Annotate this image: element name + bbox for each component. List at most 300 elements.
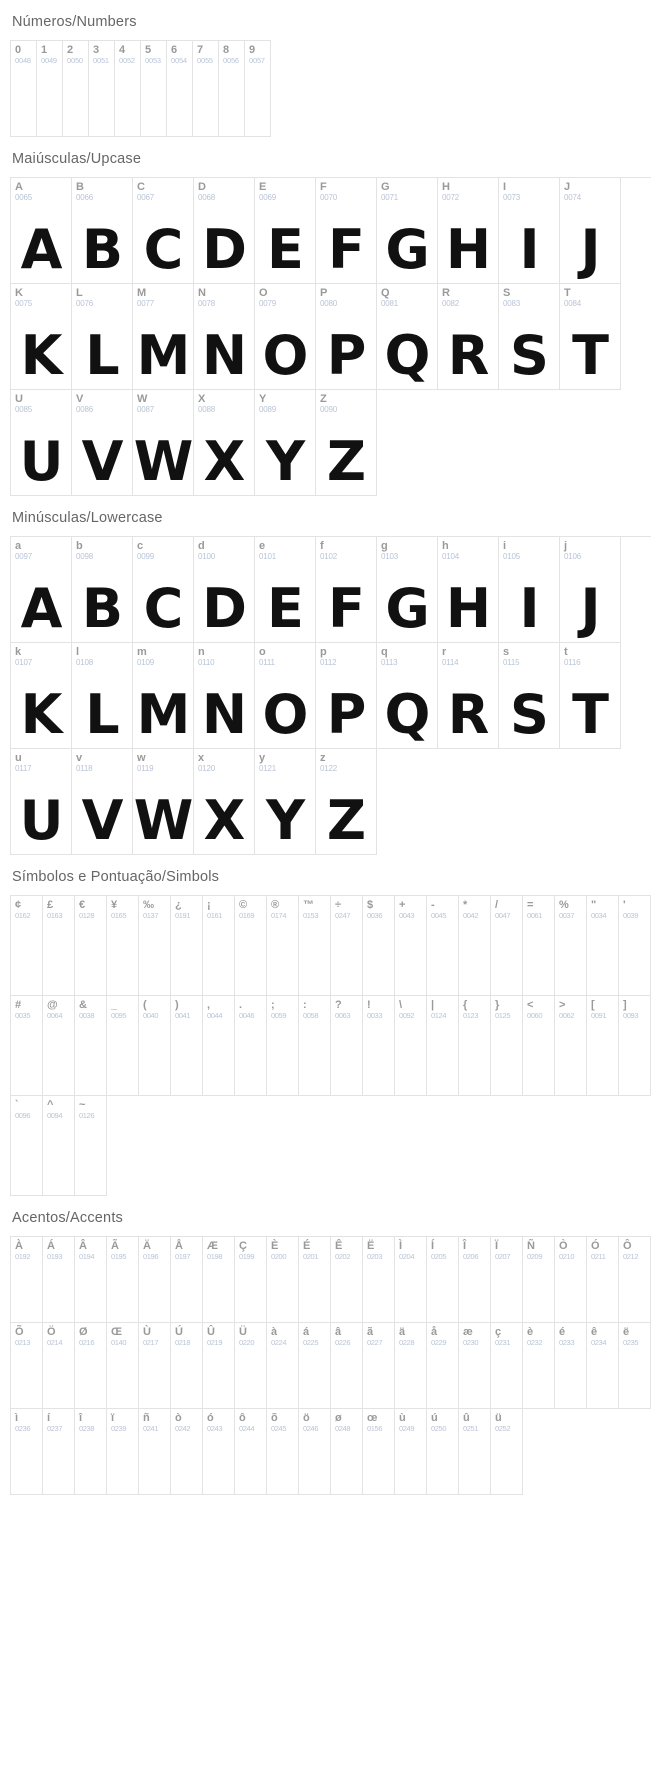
glyph-meta [499, 537, 559, 561]
glyph-cell[interactable] [316, 537, 377, 643]
glyph-charcode: 0052 [119, 56, 135, 65]
glyph-cell[interactable] [235, 1409, 267, 1495]
glyph-charcode: 0069 [259, 193, 276, 202]
glyph-cell[interactable] [255, 390, 316, 496]
glyph-meta [491, 1323, 522, 1347]
glyph-charcode: 0061 [527, 911, 543, 920]
glyph-character: f [320, 540, 324, 552]
glyph-character: ú [431, 1412, 438, 1424]
glyph-cell[interactable] [11, 390, 72, 496]
glyph-cell[interactable] [377, 643, 438, 749]
glyph-cell[interactable] [299, 996, 331, 1096]
glyph-preview: X [203, 430, 245, 493]
glyph-cell[interactable] [619, 1237, 651, 1323]
glyph-cell[interactable] [299, 1323, 331, 1409]
glyph-preview: C [143, 218, 183, 281]
glyph-character: \ [399, 999, 403, 1011]
glyph-meta [560, 284, 620, 308]
glyph-character: [ [591, 999, 595, 1011]
glyph-charcode: 0165 [111, 911, 127, 920]
glyph-meta [203, 1323, 234, 1347]
glyph-preview: X [203, 789, 245, 852]
glyph-cell[interactable] [560, 643, 621, 749]
glyph-meta [75, 1409, 106, 1433]
glyph-cell[interactable] [219, 41, 245, 137]
glyph-charcode: 0206 [463, 1252, 479, 1261]
section-title-symbols: Símbolos e Pontuação/Simbols [12, 869, 220, 885]
glyph-character: B [76, 181, 84, 193]
glyph-cell[interactable] [316, 749, 377, 855]
glyph-cell[interactable] [133, 537, 194, 643]
glyph-cell[interactable] [43, 896, 75, 996]
glyph-cell[interactable] [395, 1237, 427, 1323]
glyph-cell[interactable] [72, 749, 133, 855]
glyph-cell[interactable] [587, 996, 619, 1096]
glyph-cell[interactable] [363, 1237, 395, 1323]
glyph-character: É [303, 1240, 311, 1252]
glyph-cell[interactable] [171, 896, 203, 996]
glyph-cell[interactable] [299, 896, 331, 996]
glyph-meta [523, 896, 554, 920]
glyph-charcode: 0051 [93, 56, 109, 65]
glyph-character: C [137, 181, 145, 193]
glyph-character: J [564, 181, 571, 193]
glyph-preview: Q [384, 324, 430, 387]
glyph-cell[interactable] [491, 1237, 523, 1323]
glyph-cell[interactable] [491, 1323, 523, 1409]
glyph-cell[interactable] [619, 1323, 651, 1409]
glyph-meta [133, 390, 193, 414]
glyph-meta [43, 996, 74, 1020]
glyph-cell[interactable] [438, 284, 499, 390]
glyph-charcode: 0040 [143, 1011, 159, 1020]
glyph-cell[interactable] [133, 390, 194, 496]
glyph-cell[interactable] [555, 896, 587, 996]
glyph-meta [299, 996, 330, 1020]
glyph-preview: I [519, 218, 539, 281]
glyph-charcode: 0065 [15, 193, 32, 202]
glyph-cell[interactable] [459, 896, 491, 996]
glyph-cell[interactable] [133, 643, 194, 749]
glyph-character: w [137, 752, 146, 764]
glyph-character: é [559, 1326, 566, 1338]
glyph-character: ò [175, 1412, 182, 1424]
glyph-cell[interactable] [491, 996, 523, 1096]
glyph-grid-numbers [10, 40, 271, 137]
glyph-character: n [198, 646, 205, 658]
glyph-cell[interactable] [491, 896, 523, 996]
glyph-cell[interactable] [235, 1237, 267, 1323]
glyph-cell[interactable] [72, 178, 133, 284]
glyph-cell[interactable] [299, 1409, 331, 1495]
glyph-charcode: 0048 [15, 56, 31, 65]
glyph-cell[interactable] [235, 996, 267, 1096]
glyph-character: t [564, 646, 568, 658]
glyph-cell[interactable] [107, 996, 139, 1096]
glyph-cell[interactable] [499, 284, 560, 390]
glyph-meta [363, 996, 394, 1020]
glyph-cell[interactable] [203, 996, 235, 1096]
glyph-cell[interactable] [11, 1237, 43, 1323]
glyph-cell[interactable] [316, 390, 377, 496]
glyph-cell[interactable] [11, 284, 72, 390]
glyph-preview: O [262, 683, 308, 746]
glyph-cell[interactable] [331, 1237, 363, 1323]
glyph-cell[interactable] [37, 41, 63, 137]
glyph-cell[interactable] [459, 1409, 491, 1495]
glyph-character: ¢ [15, 899, 22, 911]
glyph-cell[interactable] [255, 284, 316, 390]
glyph-character: â [335, 1326, 342, 1338]
glyph-cell[interactable] [133, 284, 194, 390]
glyph-cell[interactable] [267, 1409, 299, 1495]
glyph-cell[interactable] [499, 178, 560, 284]
glyph-cell[interactable] [523, 1323, 555, 1409]
glyph-cell[interactable] [427, 1237, 459, 1323]
glyph-cell[interactable] [587, 896, 619, 996]
glyph-meta [11, 178, 71, 202]
glyph-cell[interactable] [316, 284, 377, 390]
glyph-cell[interactable] [133, 749, 194, 855]
glyph-cell[interactable] [560, 537, 621, 643]
glyph-charcode: 0118 [76, 764, 93, 773]
glyph-cell[interactable] [11, 1323, 43, 1409]
glyph-character: q [381, 646, 388, 658]
glyph-character: ` [15, 1099, 19, 1111]
glyph-charcode: 0066 [76, 193, 93, 202]
glyph-charcode: 0039 [623, 911, 639, 920]
glyph-cell[interactable] [267, 996, 299, 1096]
glyph-character: 3 [93, 44, 100, 56]
glyph-character: ! [367, 999, 371, 1011]
glyph-cell[interactable] [377, 178, 438, 284]
glyph-meta [427, 1323, 458, 1347]
glyph-cell[interactable] [267, 1237, 299, 1323]
glyph-cell[interactable] [11, 643, 72, 749]
glyph-cell[interactable] [395, 1409, 427, 1495]
glyph-character: @ [47, 999, 58, 1011]
glyph-cell[interactable] [72, 643, 133, 749]
glyph-cell[interactable] [255, 178, 316, 284]
glyph-cell[interactable] [619, 896, 651, 996]
glyph-cell[interactable] [11, 749, 72, 855]
glyph-character: & [79, 999, 87, 1011]
glyph-cell[interactable] [141, 41, 167, 137]
glyph-charcode: 0068 [198, 193, 215, 202]
glyph-charcode: 0046 [239, 1011, 255, 1020]
glyph-charcode: 0231 [495, 1338, 511, 1347]
glyph-cell[interactable] [363, 996, 395, 1096]
glyph-charcode: 0114 [442, 658, 459, 667]
glyph-cell[interactable] [438, 178, 499, 284]
glyph-cell[interactable] [139, 996, 171, 1096]
glyph-cell[interactable] [72, 537, 133, 643]
glyph-cell[interactable] [133, 178, 194, 284]
glyph-meta [194, 390, 254, 414]
glyph-cell[interactable] [377, 284, 438, 390]
glyph-cell[interactable] [587, 1323, 619, 1409]
glyph-character: ç [495, 1326, 502, 1338]
glyph-cell[interactable] [491, 1409, 523, 1495]
glyph-cell[interactable] [75, 1096, 107, 1196]
glyph-charcode: 0079 [259, 299, 276, 308]
glyph-charcode: 0233 [559, 1338, 575, 1347]
glyph-cell[interactable] [299, 1237, 331, 1323]
glyph-character: ' [623, 899, 626, 911]
glyph-preview: H [445, 577, 491, 640]
glyph-cell[interactable] [203, 1237, 235, 1323]
glyph-cell[interactable] [316, 178, 377, 284]
glyph-cell[interactable] [11, 1409, 43, 1495]
glyph-charcode: 0239 [111, 1424, 127, 1433]
glyph-meta [107, 896, 138, 920]
glyph-cell[interactable] [115, 41, 141, 137]
glyph-cell[interactable] [619, 996, 651, 1096]
glyph-cell[interactable] [255, 643, 316, 749]
glyph-cell[interactable] [255, 537, 316, 643]
glyph-charcode: 0192 [15, 1252, 31, 1261]
glyph-character: Ã [111, 1240, 119, 1252]
glyph-cell[interactable] [107, 1237, 139, 1323]
glyph-character: . [239, 999, 243, 1011]
glyph-charcode: 0193 [47, 1252, 63, 1261]
glyph-meta [555, 1323, 586, 1347]
glyph-cell[interactable] [235, 1323, 267, 1409]
glyph-meta [363, 896, 394, 920]
glyph-character: ¡ [207, 899, 211, 911]
glyph-cell[interactable] [171, 996, 203, 1096]
glyph-character: , [207, 999, 211, 1011]
glyph-cell[interactable] [427, 1323, 459, 1409]
glyph-meta [235, 1409, 266, 1433]
glyph-cell[interactable] [331, 1323, 363, 1409]
glyph-cell[interactable] [523, 1237, 555, 1323]
glyph-cell[interactable] [560, 284, 621, 390]
glyph-cell[interactable] [11, 996, 43, 1096]
glyph-cell[interactable] [107, 1409, 139, 1495]
glyph-cell[interactable] [75, 1237, 107, 1323]
glyph-cell[interactable] [75, 1409, 107, 1495]
glyph-cell[interactable] [63, 41, 89, 137]
glyph-cell[interactable] [587, 1237, 619, 1323]
glyph-cell[interactable] [523, 896, 555, 996]
glyph-charcode: 0191 [175, 911, 191, 920]
glyph-cell[interactable] [459, 1237, 491, 1323]
glyph-cell[interactable] [499, 643, 560, 749]
glyph-meta [555, 896, 586, 920]
glyph-cell[interactable] [11, 896, 43, 996]
glyph-meta [11, 41, 36, 65]
glyph-cell[interactable] [395, 996, 427, 1096]
glyph-meta [141, 41, 166, 65]
glyph-meta [72, 643, 132, 667]
glyph-cell[interactable] [171, 1323, 203, 1409]
glyph-cell[interactable] [203, 1409, 235, 1495]
glyph-cell[interactable] [194, 284, 255, 390]
glyph-cell[interactable] [555, 1323, 587, 1409]
glyph-charcode: 0106 [564, 552, 581, 561]
glyph-grid-accents [10, 1236, 651, 1495]
glyph-character: 8 [223, 44, 230, 56]
glyph-cell[interactable] [107, 1323, 139, 1409]
glyph-charcode: 0045 [431, 911, 447, 920]
glyph-cell[interactable] [267, 896, 299, 996]
glyph-cell[interactable] [89, 41, 115, 137]
glyph-character: S [503, 287, 511, 299]
glyph-cell[interactable] [331, 996, 363, 1096]
glyph-meta [139, 1409, 170, 1433]
glyph-charcode: 0227 [367, 1338, 383, 1347]
glyph-character: ù [399, 1412, 406, 1424]
glyph-cell[interactable] [43, 1323, 75, 1409]
glyph-cell[interactable] [427, 1409, 459, 1495]
glyph-cell[interactable] [331, 896, 363, 996]
glyph-cell[interactable] [523, 996, 555, 1096]
glyph-cell[interactable] [194, 643, 255, 749]
glyph-charcode: 0041 [175, 1011, 191, 1020]
glyph-character: T [564, 287, 571, 299]
glyph-cell[interactable] [377, 537, 438, 643]
glyph-meta [363, 1323, 394, 1347]
glyph-charcode: 0033 [367, 1011, 383, 1020]
glyph-cell[interactable] [555, 1237, 587, 1323]
glyph-cell[interactable] [194, 749, 255, 855]
glyph-charcode: 0201 [303, 1252, 319, 1261]
glyph-cell[interactable] [363, 1409, 395, 1495]
glyph-charcode: 0077 [137, 299, 154, 308]
glyph-preview: G [385, 218, 429, 281]
glyph-cell[interactable] [43, 1409, 75, 1495]
glyph-cell[interactable] [194, 537, 255, 643]
glyph-cell[interactable] [75, 996, 107, 1096]
glyph-meta [499, 643, 559, 667]
glyph-cell[interactable] [363, 1323, 395, 1409]
glyph-character: U [15, 393, 23, 405]
glyph-cell[interactable] [267, 1323, 299, 1409]
glyph-preview: L [85, 683, 119, 746]
glyph-charcode: 0054 [171, 56, 187, 65]
glyph-preview: M [136, 324, 190, 387]
glyph-meta [255, 390, 315, 414]
glyph-meta [491, 1409, 522, 1433]
glyph-cell[interactable] [427, 996, 459, 1096]
glyph-cell[interactable] [459, 996, 491, 1096]
glyph-cell[interactable] [72, 284, 133, 390]
glyph-cell[interactable] [193, 41, 219, 137]
glyph-cell[interactable] [235, 896, 267, 996]
glyph-cell[interactable] [75, 896, 107, 996]
glyph-cell[interactable] [107, 896, 139, 996]
glyph-cell[interactable] [167, 41, 193, 137]
glyph-character: ‰ [143, 899, 154, 911]
glyph-cell[interactable] [11, 178, 72, 284]
glyph-cell[interactable] [363, 896, 395, 996]
glyph-preview: D [202, 218, 246, 281]
glyph-charcode: 0070 [320, 193, 337, 202]
glyph-meta [363, 1237, 394, 1261]
glyph-meta [11, 537, 71, 561]
glyph-preview: D [202, 577, 246, 640]
glyph-meta [107, 1237, 138, 1261]
glyph-charcode: 0116 [564, 658, 581, 667]
glyph-cell[interactable] [395, 1323, 427, 1409]
glyph-cell[interactable] [72, 390, 133, 496]
glyph-cell[interactable] [331, 1409, 363, 1495]
glyph-cell[interactable] [194, 390, 255, 496]
glyph-character: Ø [79, 1326, 88, 1338]
glyph-cell[interactable] [75, 1323, 107, 1409]
glyph-cell[interactable] [395, 896, 427, 996]
glyph-preview: H [445, 218, 491, 281]
glyph-cell[interactable] [171, 1409, 203, 1495]
glyph-meta [619, 1237, 650, 1261]
glyph-cell[interactable] [245, 41, 271, 137]
glyph-cell[interactable] [11, 537, 72, 643]
glyph-meta [75, 1096, 106, 1120]
glyph-character: ® [271, 899, 280, 911]
glyph-cell[interactable] [499, 537, 560, 643]
glyph-meta [299, 896, 330, 920]
glyph-cell[interactable] [203, 896, 235, 996]
glyph-charcode: 0088 [198, 405, 215, 414]
glyph-character: ô [239, 1412, 246, 1424]
glyph-charcode: 0251 [463, 1424, 479, 1433]
glyph-cell[interactable] [11, 1096, 43, 1196]
glyph-cell[interactable] [43, 1237, 75, 1323]
glyph-meta [438, 643, 498, 667]
glyph-charcode: 0216 [79, 1338, 95, 1347]
glyph-charcode: 0213 [15, 1338, 31, 1347]
glyph-cell[interactable] [203, 1323, 235, 1409]
glyph-meta [395, 996, 426, 1020]
glyph-cell[interactable] [555, 996, 587, 1096]
glyph-cell[interactable] [171, 1237, 203, 1323]
glyph-charcode: 0099 [137, 552, 154, 561]
glyph-character: p [320, 646, 327, 658]
glyph-charcode: 0108 [76, 658, 93, 667]
glyph-charcode: 0101 [259, 552, 276, 561]
glyph-cell[interactable] [560, 178, 621, 284]
glyph-cell[interactable] [438, 643, 499, 749]
glyph-character: ø [335, 1412, 342, 1424]
glyph-cell[interactable] [459, 1323, 491, 1409]
glyph-cell[interactable] [11, 41, 37, 137]
glyph-meta [43, 896, 74, 920]
glyph-cell[interactable] [139, 1237, 171, 1323]
glyph-cell[interactable] [255, 749, 316, 855]
glyph-character: á [303, 1326, 310, 1338]
glyph-cell[interactable] [43, 1096, 75, 1196]
glyph-charcode: 0096 [15, 1111, 31, 1120]
glyph-character: O [259, 287, 268, 299]
glyph-cell[interactable] [427, 896, 459, 996]
glyph-character: Œ [111, 1326, 122, 1338]
glyph-cell[interactable] [316, 643, 377, 749]
glyph-charcode: 0228 [399, 1338, 415, 1347]
glyph-meta [267, 1237, 298, 1261]
glyph-meta [331, 1323, 362, 1347]
glyph-cell[interactable] [139, 896, 171, 996]
glyph-meta [377, 643, 437, 667]
glyph-charcode: 0042 [463, 911, 479, 920]
glyph-cell[interactable] [139, 1323, 171, 1409]
glyph-cell[interactable] [438, 537, 499, 643]
glyph-cell[interactable] [194, 178, 255, 284]
glyph-cell[interactable] [43, 996, 75, 1096]
glyph-charcode: 0087 [137, 405, 154, 414]
glyph-cell[interactable] [139, 1409, 171, 1495]
glyph-character: î [79, 1412, 83, 1424]
